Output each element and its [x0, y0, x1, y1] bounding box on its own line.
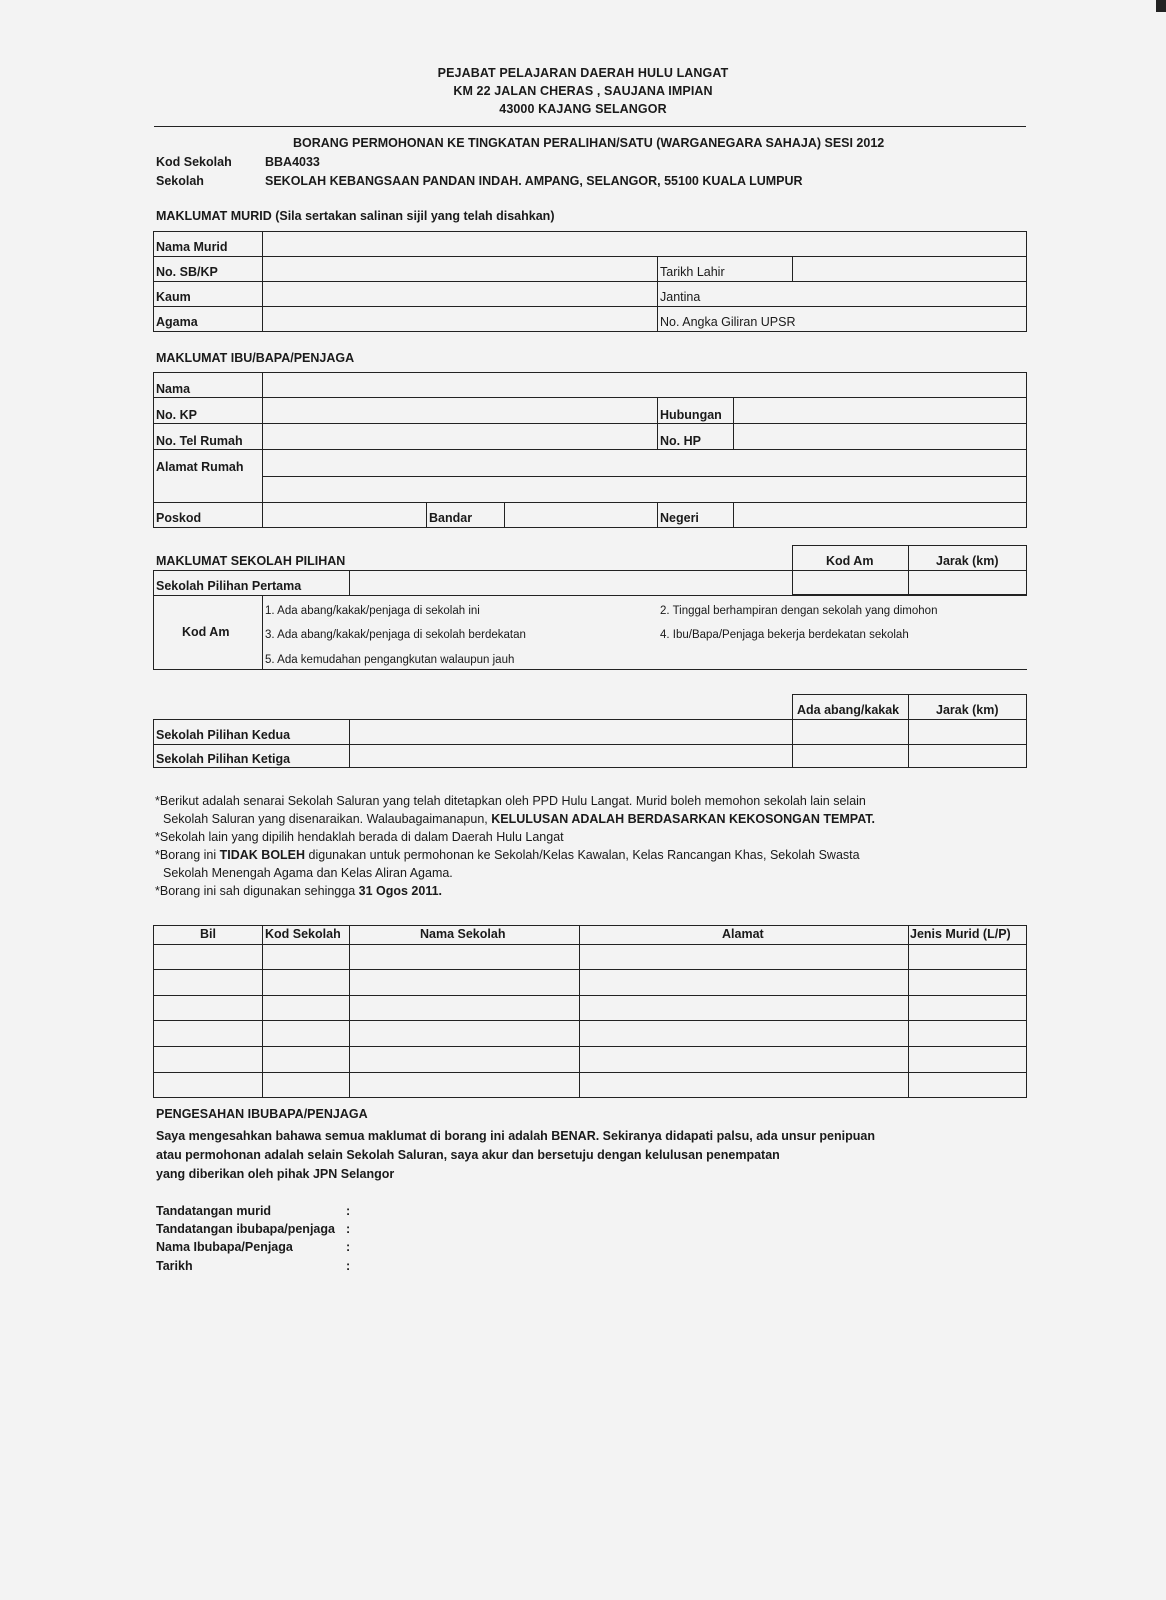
- poskod-label: Poskod: [156, 511, 202, 525]
- murid-row-line: [153, 281, 1027, 282]
- sig-murid-colon: :: [346, 1204, 351, 1218]
- jarak-header-2: Jarak (km): [936, 703, 999, 717]
- murid-title-text: MAKLUMAT MURID: [156, 209, 272, 223]
- sig-penjaga-colon: :: [346, 1222, 351, 1236]
- header-divider: [154, 126, 1026, 127]
- nama-label: Nama: [156, 382, 191, 396]
- pilihan-lain-col-line: [349, 719, 350, 768]
- pilihan-col-line: [153, 570, 154, 670]
- pilihan-lain-row-line: [153, 767, 1027, 768]
- sig-penjaga-label: Tandatangan ibubapa/penjaga: [156, 1222, 335, 1236]
- col-nama-sekolah: Nama Sekolah: [420, 927, 506, 941]
- penjaga-row-line: [153, 502, 1027, 503]
- note-4: [155, 884, 442, 898]
- jantina-label: Jantina: [660, 290, 701, 304]
- pilihan-pertama-label: Sekolah Pilihan Pertama: [156, 579, 302, 593]
- penjaga-col-line: [504, 502, 505, 528]
- murid-title-note: (Sila sertakan salinan sijil yang telah disahkan): [275, 209, 555, 223]
- tarikh-lahir-label: Tarikh Lahir: [660, 265, 725, 279]
- penjaga-col-line: [733, 397, 734, 449]
- pilihan-lain-row-line: [153, 744, 1027, 745]
- nama-penjaga-colon: :: [346, 1240, 351, 1254]
- saluran-row-line: [153, 1046, 1027, 1047]
- saluran-col-line: [349, 925, 350, 1098]
- murid-col-line: [262, 231, 263, 332]
- penjaga-table-border: [153, 372, 1027, 528]
- penjaga-col-line: [657, 397, 658, 449]
- kaum-label: Kaum: [156, 290, 191, 304]
- note-4a-text: *Borang ini sah digunakan sehingga: [155, 884, 359, 898]
- pilihan-row-line: [153, 669, 1027, 670]
- kod-am-option-2: 2. Tinggal berhampiran dengan sekolah yang dimohon: [660, 605, 938, 617]
- penjaga-col-line: [426, 502, 427, 528]
- negeri-label: Negeri: [660, 511, 699, 525]
- saluran-row-line: [153, 944, 1027, 945]
- pengesahan-line-1: Saya mengesahkan bahawa semua maklumat di borang ini adalah BENAR. Sekiranya didapati palsu, ada unsur penipuan: [156, 1129, 875, 1143]
- pilihan-lain-row-line: [153, 719, 1027, 720]
- murid-col-line: [657, 256, 658, 332]
- saluran-row-line: [153, 1020, 1027, 1021]
- pilihan-col-line: [262, 595, 263, 670]
- pengesahan-line-2: atau permohonan adalah selain Sekolah Saluran, saya akur dan bersetuju dengan kelulusan penempatan: [156, 1148, 780, 1162]
- form-title: BORANG PERMOHONAN KE TINGKATAN PERALIHAN/SATU (WARGANEGARA SAHAJA) SESI 2012: [293, 136, 885, 150]
- note-3c: Sekolah Menengah Agama dan Kelas Aliran Agama.: [163, 866, 453, 880]
- kod-am-label: Kod Am: [182, 625, 230, 639]
- nama-murid-label: Nama Murid: [156, 240, 228, 254]
- note-2: *Sekolah lain yang dipilih hendaklah berada di dalam Daerah Hulu Langat: [155, 830, 564, 844]
- bandar-label: Bandar: [429, 511, 473, 525]
- scan-edge-mark: [1156, 0, 1166, 12]
- note-1b: [163, 812, 875, 826]
- pengesahan-line-3: yang diberikan oleh pihak JPN Selangor: [156, 1167, 395, 1181]
- pilihan-lain-col-line: [908, 694, 909, 768]
- sbkp-label: No. SB/KP: [156, 265, 218, 279]
- tarikh-colon: :: [346, 1259, 351, 1273]
- col-bil: Bil: [200, 927, 216, 941]
- saluran-col-line: [262, 925, 263, 1098]
- kod-am-option-3: 3. Ada abang/kakak/penjaga di sekolah berdekatan: [265, 629, 526, 641]
- note-3-bold: TIDAK BOLEH: [219, 848, 306, 862]
- alamat-label: Alamat Rumah: [156, 460, 244, 474]
- saluran-row-line: [153, 1072, 1027, 1073]
- sig-murid-label: Tandatangan murid: [156, 1204, 272, 1218]
- saluran-col-line: [579, 925, 580, 1098]
- nama-penjaga-label: Nama Ibubapa/Penjaga: [156, 1240, 293, 1254]
- office-address-2: 43000 KAJANG SELANGOR: [499, 102, 667, 116]
- murid-section-title: [156, 209, 554, 223]
- ada-abang-header: Ada abang/kakak: [797, 703, 900, 717]
- penjaga-row-line: [262, 476, 1027, 477]
- kod-am-option-5: 5. Ada kemudahan pengangkutan walaupun jauh: [265, 654, 515, 666]
- kod-sekolah-label: Kod Sekolah: [156, 155, 232, 169]
- note-3a-text: *Borang ini: [155, 848, 220, 862]
- pilihan-kedua-label: Sekolah Pilihan Kedua: [156, 728, 291, 742]
- kp-label: No. KP: [156, 408, 197, 422]
- penjaga-col-line: [262, 372, 263, 528]
- murid-row-line: [153, 256, 1027, 257]
- col-alamat: Alamat: [722, 927, 764, 941]
- note-1b-text: Sekolah Saluran yang disenaraikan. Walaubagaimanapun,: [163, 812, 492, 826]
- pengesahan-title: PENGESAHAN IBUBAPA/PENJAGA: [156, 1107, 368, 1121]
- penjaga-row-line: [153, 423, 1027, 424]
- pilihan-row-line: [792, 570, 1027, 571]
- kod-am-header: Kod Am: [826, 554, 874, 568]
- pilihan-ketiga-label: Sekolah Pilihan Ketiga: [156, 752, 291, 766]
- pilihan-section-title: MAKLUMAT SEKOLAH PILIHAN: [156, 554, 346, 568]
- tarikh-label: Tarikh: [156, 1259, 193, 1273]
- penjaga-col-line: [733, 502, 734, 528]
- kod-am-option-1: 1. Ada abang/kakak/penjaga di sekolah ini: [265, 605, 480, 617]
- note-3b-text: digunakan untuk permohonan ke Sekolah/Kelas Kawalan, Kelas Rancangan Khas, Sekolah Swasta: [305, 848, 860, 862]
- angka-giliran-label: No. Angka Giliran UPSR: [660, 315, 796, 329]
- saluran-row-line: [153, 995, 1027, 996]
- sekolah-value: SEKOLAH KEBANGSAAN PANDAN INDAH. AMPANG, SELANGOR, 55100 KUALA LUMPUR: [265, 174, 803, 188]
- penjaga-row-line: [153, 449, 1027, 450]
- pilihan-lain-col-line: [153, 719, 154, 768]
- col-jenis-murid: Jenis Murid (L/P): [910, 927, 1011, 941]
- note-1a: *Berikut adalah senarai Sekolah Saluran yang telah ditetapkan oleh PPD Hulu Langat. Murid boleh memohon sekolah lain selain: [155, 794, 866, 808]
- sekolah-label: Sekolah: [156, 174, 204, 188]
- pilihan-col-line: [349, 570, 350, 595]
- penjaga-row-line: [153, 397, 1027, 398]
- murid-row-line: [153, 306, 1027, 307]
- note-4-bold: 31 Ogos 2011.: [358, 884, 443, 898]
- col-kod-sekolah: Kod Sekolah: [265, 927, 341, 941]
- office-name: PEJABAT PELAJARAN DAERAH HULU LANGAT: [437, 66, 729, 80]
- office-address-1: KM 22 JALAN CHERAS , SAUJANA IMPIAN: [453, 84, 713, 98]
- pilihan-row-line: [153, 595, 1027, 596]
- pilihan-row-line: [153, 570, 793, 571]
- saluran-col-line: [908, 925, 909, 1098]
- kod-sekolah-value: BBA4033: [265, 155, 320, 169]
- kod-am-option-4: 4. Ibu/Bapa/Penjaga bekerja berdekatan sekolah: [660, 629, 909, 641]
- tel-rumah-label: No. Tel Rumah: [156, 434, 243, 448]
- hp-label: No. HP: [660, 434, 701, 448]
- murid-col-line: [792, 256, 793, 281]
- note-3: [155, 848, 860, 862]
- note-1b-bold: KELULUSAN ADALAH BERDASARKAN KEKOSONGAN TEMPAT.: [491, 812, 876, 826]
- penjaga-col-line: [657, 502, 658, 528]
- penjaga-section-title: MAKLUMAT IBU/BAPA/PENJAGA: [156, 351, 355, 365]
- hubungan-label: Hubungan: [660, 408, 722, 422]
- agama-label: Agama: [156, 315, 198, 329]
- saluran-row-line: [153, 969, 1027, 970]
- jarak-header: Jarak (km): [936, 554, 999, 568]
